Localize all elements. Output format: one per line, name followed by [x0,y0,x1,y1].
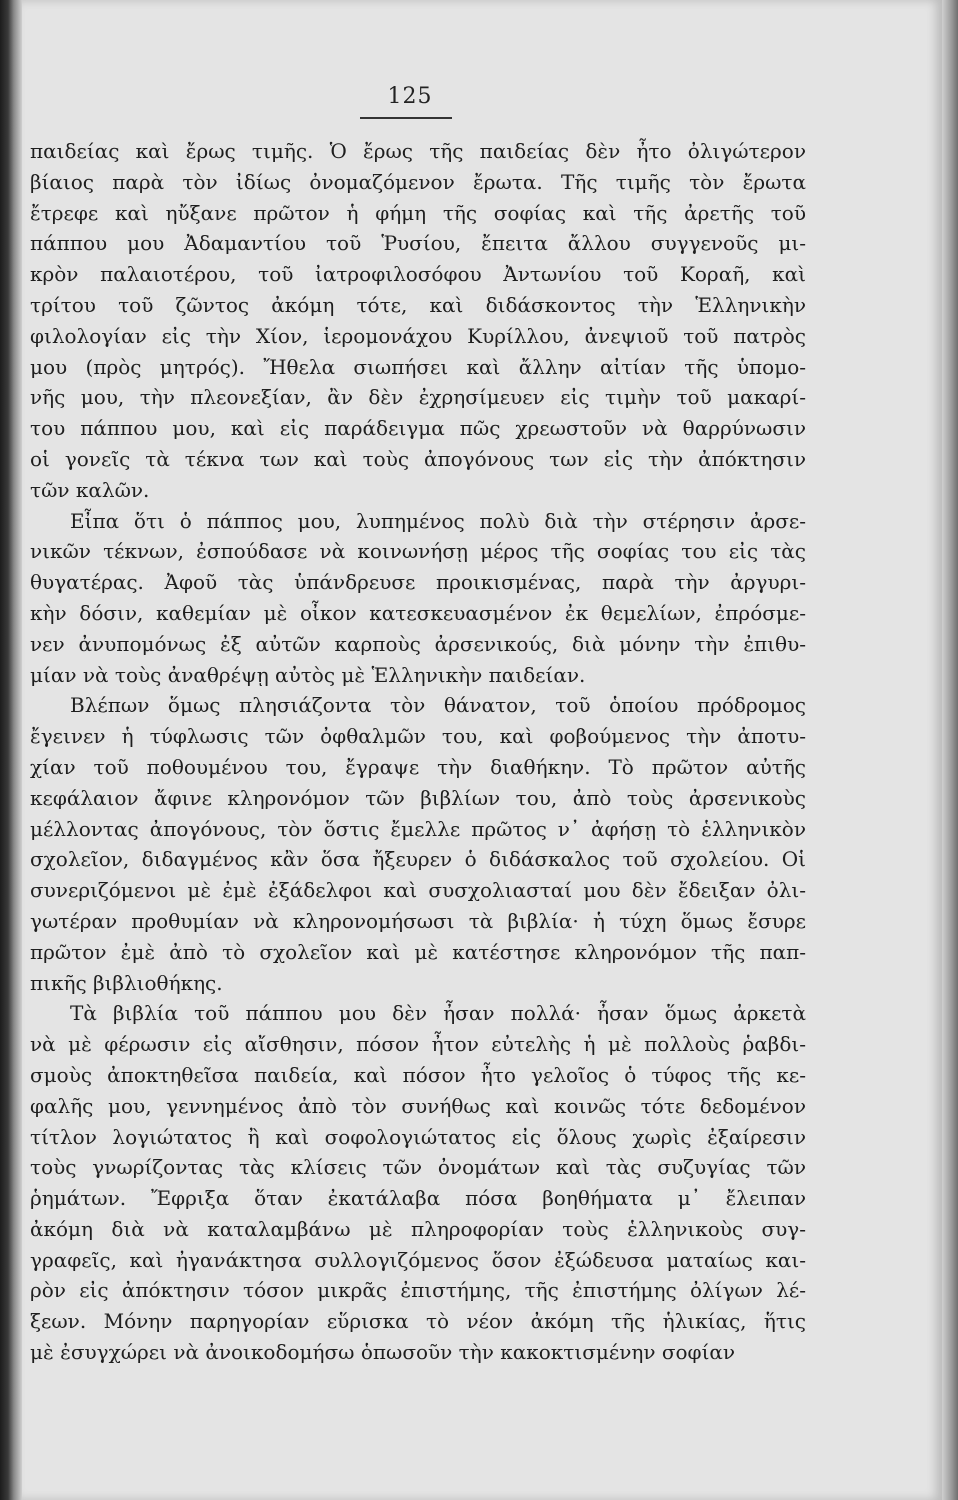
text-line: ἔγεινεν ἡ τύφλωσις τῶν ὀφθαλμῶν του, καὶ φοβούμενος τὴν ἀποτυ- [30,724,806,749]
page-number: 125 [387,84,433,109]
page-number-rule [360,117,452,119]
text-line: νῆς μου, τὴν πλεονεξίαν, ἂν δὲν ἐχρησίμευεν εἰς τιμὴν τοῦ μακαρί- [30,385,806,410]
text-line: του πάππου μου, καὶ εἰς παράδειγμα πῶς χρεωστοῦν νὰ θαρρύνωσιν [30,416,806,441]
text-line: τῶν καλῶν. [30,477,150,502]
text-line: μου (πρὸς μητρός). Ἤθελα σιωπήσει καὶ ἄλλην αἰτίαν τῆς ὑπομο- [30,354,806,379]
text-line: ἀκόμη διὰ νὰ καταλαμβάνω μὲ πληροφορίαν τοὺς ἑλληνικοὺς συγ- [30,1216,806,1241]
text-line: μέλλοντας ἀπογόνους, τὸν ὅστις ἔμελλε πρῶτος ν᾿ ἀφήσῃ τὸ ἑλληνικὸν [30,816,806,841]
text-line: ξεων. Μόνην παρηγορίαν εὕρισκα τὸ νέον ἀκόμη τῆς ἡλικίας, ἥτις [30,1309,806,1334]
text-line: χίαν τοῦ ποθουμένου του, ἔγραψε τὴν διαθήκην. Τὸ πρῶτον αὐτῆς [30,754,806,779]
text-line: σμοὺς ἀποκτηθεῖσα παιδεία, καὶ πόσον ἦτο γελοῖος ὁ τύφος τῆς κε- [30,1062,806,1087]
text-line: οἱ γονεῖς τὰ τέκνα των καὶ τοὺς ἀπογόνους των εἰς τὴν ἀπόκτησιν [30,446,806,471]
body-text [30,136,806,1368]
text-line: μὲ ἐσυγχώρει νὰ ἀνοικοδομήσω ὁπωσοῦν τὴν κακοκτισμένην σοφίαν [30,1340,736,1365]
text-line: γωτέραν προθυμίαν νὰ κληρονομήσωσι τὰ βιβλία· ἡ τύχη ὅμως ἔσυρε [30,908,806,933]
text-line: σχολεῖον, διδαγμένος κἂν ὅσα ἤξευρεν ὁ διδάσκαλος τοῦ σχολείου. Οἱ [30,847,806,872]
text-line: τίτλον λογιώτατος ἢ καὶ σοφολογιώτατος εἰς ὅλους χωρὶς ἐξαίρεσιν [30,1124,806,1149]
text-line: πρῶτον ἐμὲ ἀπὸ τὸ σχολεῖον καὶ μὲ κατέστησε κληρονόμον τῆς παπ- [30,939,806,964]
text-line: φαλῆς μου, γεννημένος ἀπὸ τὸν συνήθως καὶ κοινῶς τότε δεδομένον [30,1093,806,1118]
text-line: κεφάλαιον ἄφινε κληρονόμον τῶν βιβλίων του, ἀπὸ τοὺς ἀρσενικοὺς [30,785,806,810]
text-line: βίαιος παρὰ τὸν ἰδίως ὀνομαζόμενον ἔρωτα. Τῆς τιμῆς τὸν ἔρωτα [30,169,806,194]
text-line: πάππου μου Ἀδαμαντίου τοῦ Ῥυσίου, ἔπειτα ἄλλου συγγενοῦς μι- [30,231,806,256]
text-line: ἔτρεφε καὶ ηὔξανε πρῶτον ἡ φήμη τῆς σοφίας καὶ τῆς ἀρετῆς τοῦ [30,200,806,225]
text-line: νικῶν τέκνων, ἐσπούδασε νὰ κοινωνήσῃ μέρος τῆς σοφίας του εἰς τὰς [30,539,806,564]
text-line: Εἶπα ὅτι ὁ πάππος μου, λυπημένος πολὺ διὰ τὴν στέρησιν ἀρσε- [70,508,806,533]
text-line: νὰ μὲ φέρωσιν εἰς αἴσθησιν, πόσον ἦτον εὐτελὴς ἡ μὲ πολλοὺς ῥαβδι- [30,1032,806,1057]
text-line: Τὰ βιβλία τοῦ πάππου μου δὲν ἦσαν πολλά· ἦσαν ὅμως ἀρκετὰ [70,1001,806,1026]
page-right-edge [942,0,958,1500]
text-line: μίαν νὰ τοὺς ἀναθρέψῃ αὐτὸς μὲ Ἑλληνικὴν παιδείαν. [30,662,586,687]
text-line: κὴν δόσιν, καθεμίαν μὲ οἶκον κατεσκευασμένον ἐκ θεμελίων, ἐπρόσμε- [30,600,806,625]
text-line: παιδείας καὶ ἔρως τιμῆς. Ὁ ἔρως τῆς παιδείας δὲν ἦτο ὀλιγώτερον [30,139,806,163]
text-line: τρίτου τοῦ ζῶντος ἀκόμη τότε, καὶ διδάσκοντος τὴν Ἑλληνικὴν [30,292,806,317]
text-line: τοὺς γνωρίζοντας τὰς κλίσεις τῶν ὀνομάτων καὶ τὰς συζυγίας τῶν [30,1155,806,1180]
text-line: θυγατέρας. Ἀφοῦ τὰς ὑπάνδρευσε προικισμένας, παρὰ τὴν ἀργυρι- [30,570,806,595]
text-line: γραφεῖς, καὶ ἠγανάκτησα συλλογιζόμενος ὅσον ἐξώδευσα ματαίως και- [30,1247,806,1272]
book-page [22,0,942,1500]
text-line: φιλολογίαν εἰς τὴν Χίον, ἱερομονάχου Κυρίλλου, ἀνεψιοῦ τοῦ πατρὸς [30,323,806,348]
text-line: ῥημάτων. Ἔφριξα ὅταν ἐκατάλαβα πόσα βοηθήματα μ᾿ ἔλειπαν [30,1186,806,1211]
text-line: ρὸν εἰς ἀπόκτησιν τόσον μικρᾶς ἐπιστήμης, τῆς ἐπιστήμης ὀλίγων λέ- [30,1278,806,1303]
text-line: κρὸν παλαιοτέρου, τοῦ ἰατροφιλοσόφου Ἀντωνίου τοῦ Κοραῆ, καὶ [30,262,806,287]
text-line: Βλέπων ὅμως πλησιάζοντα τὸν θάνατον, τοῦ ὁποίου πρόδρομος [70,693,806,718]
book-binding-edge [0,0,22,1500]
text-line: συνεριζόμενοι μὲ ἐμὲ ἐξάδελφοι καὶ συσχολιασταί μου δὲν ἔδειξαν ὀλι- [30,878,806,903]
text-line: νεν ἀνυπομόνως ἐξ αὐτῶν καρποὺς ἀρσενικούς, διὰ μόνην τὴν ἐπιθυ- [30,631,806,656]
text-line: πικῆς βιβλιοθήκης. [30,970,223,995]
